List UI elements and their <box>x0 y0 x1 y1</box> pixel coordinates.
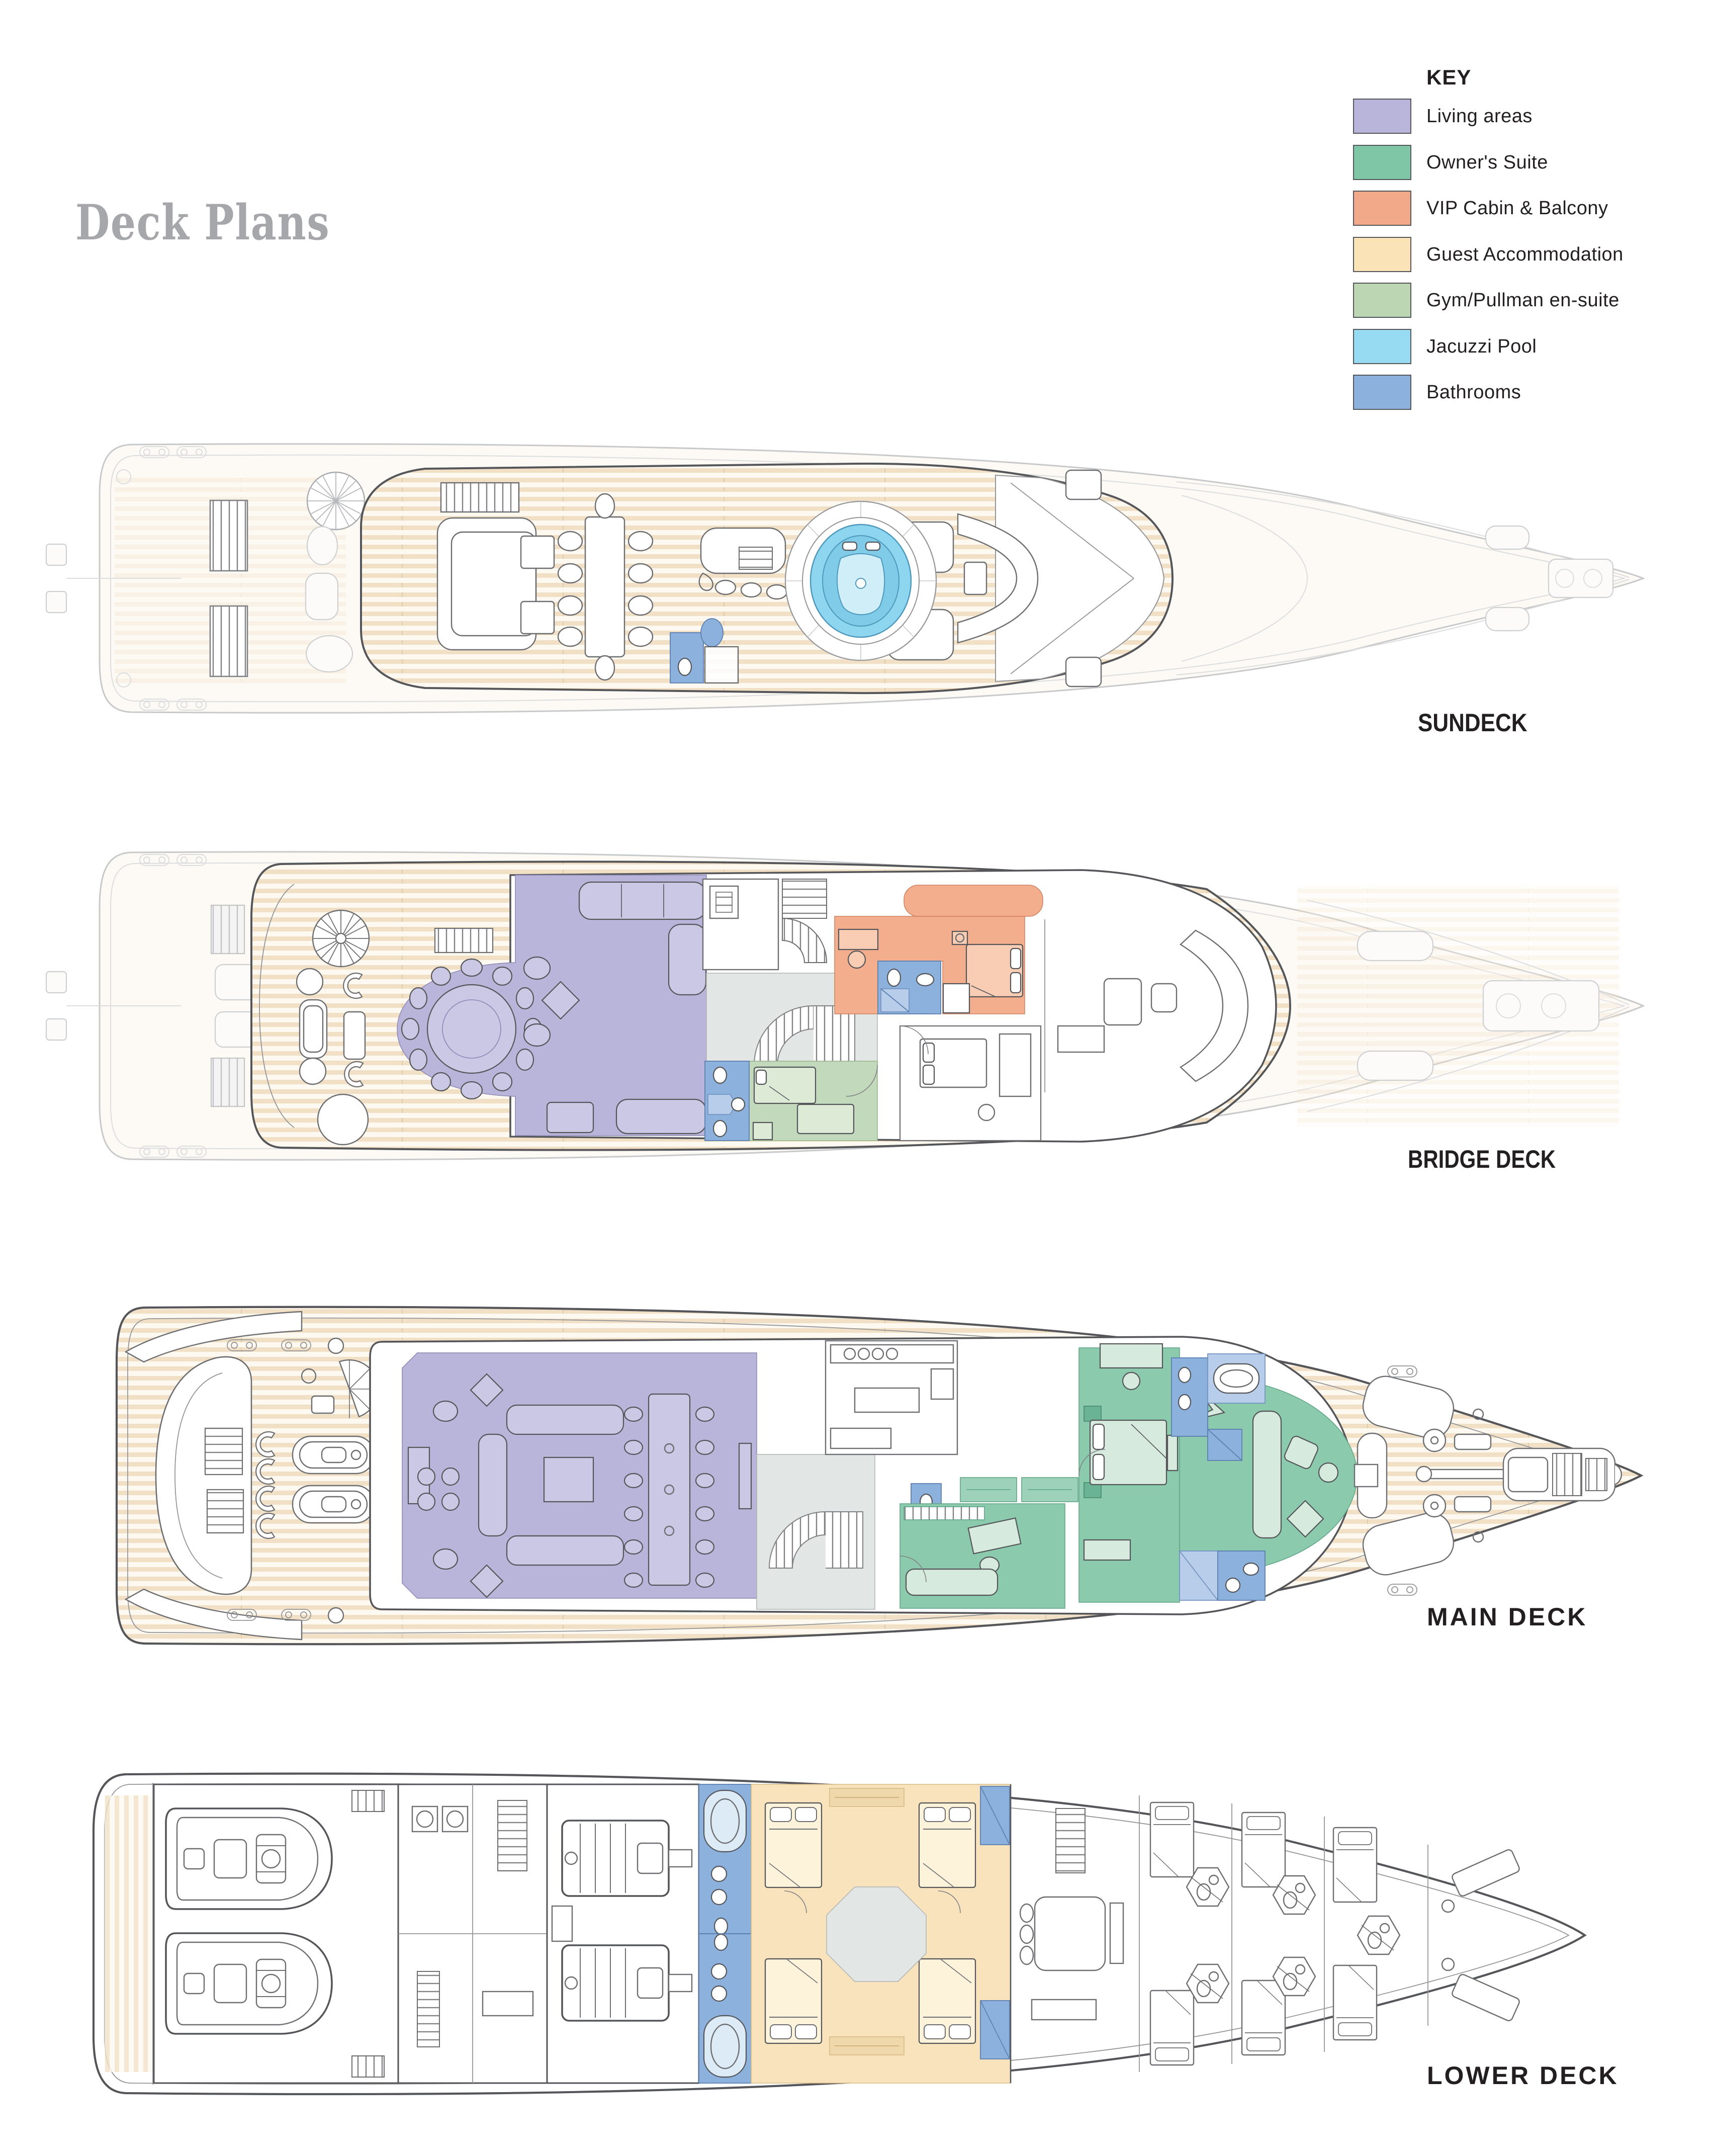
legend-title: KEY <box>1426 65 1472 89</box>
deck-plan-main-deck <box>117 1307 1641 1645</box>
pullman-bathroom <box>705 1061 749 1141</box>
owners-bedroom <box>1079 1344 1180 1602</box>
jacuzzi-pool <box>785 501 936 660</box>
gym-pullman-cabin <box>749 1061 877 1141</box>
legend-label: Bathrooms <box>1426 381 1521 403</box>
legend-label: Gym/Pullman en-suite <box>1426 289 1619 311</box>
owners-bathroom-hers <box>1180 1551 1265 1600</box>
side-boarding-stair <box>210 500 247 571</box>
legend-label: Guest Accommodation <box>1426 243 1624 265</box>
legend-label: Jacuzzi Pool <box>1426 335 1537 357</box>
guest-lobby <box>827 1887 926 1981</box>
deck-label-lower-deck: LOWER DECK <box>1427 2061 1619 2090</box>
utility-rooms <box>398 1784 547 2083</box>
salon-dining-table <box>649 1394 690 1585</box>
vip-bathroom <box>878 961 941 1014</box>
deck-label-sundeck: SUNDECK <box>1418 709 1527 737</box>
captain-cabin <box>900 1026 1041 1141</box>
owners-study <box>900 1504 1065 1608</box>
stair-to-bridge-deck <box>441 483 519 512</box>
engine-room <box>547 1784 699 2083</box>
spiral-staircase <box>313 910 369 967</box>
crew-mess-table <box>1035 1897 1105 1970</box>
spiral-stair-ghost <box>307 472 365 530</box>
pantry <box>703 879 778 970</box>
deck-label-main-deck: MAIN DECK <box>1427 1603 1588 1631</box>
deck-plan-sundeck <box>46 444 1643 713</box>
stern-platform <box>105 1795 153 2072</box>
vip-balcony <box>904 885 1043 916</box>
guest-cabins <box>751 1784 1011 2083</box>
galley <box>826 1341 957 1454</box>
anchor-windlass <box>1503 1448 1622 1501</box>
page-title: Deck Plans <box>75 194 330 251</box>
deck-plan-lower-deck <box>94 1774 1585 2094</box>
side-boarding-stair <box>210 606 247 676</box>
tender-garage <box>154 1784 398 2083</box>
legend-label: Owner's Suite <box>1426 151 1548 173</box>
legend-label: Living areas <box>1426 105 1533 127</box>
sundeck-lounge-sofa <box>437 518 554 650</box>
deck-plan-bridge-deck <box>46 852 1643 1160</box>
vip-desk <box>839 929 878 950</box>
legend-label: VIP Cabin & Balcony <box>1426 197 1608 219</box>
stair-from-sundeck <box>435 928 493 953</box>
deck-label-bridge-deck: BRIDGE DECK <box>1408 1145 1556 1173</box>
guest-bathrooms <box>699 1784 751 2083</box>
